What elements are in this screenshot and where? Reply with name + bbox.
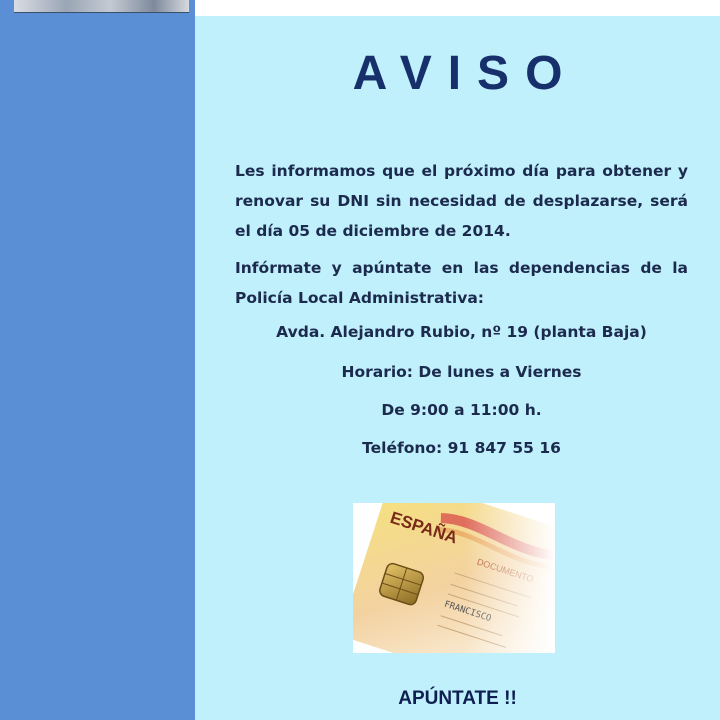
top-banner-strip: [195, 0, 720, 16]
notice-title: AVISO: [352, 47, 579, 100]
notice-paragraph-dni-date: Les informamos que el próximo día para obtener y renovar su DNI sin necesidad de desplazarse, será el día 05 de diciembre de 2014.: [235, 162, 688, 240]
call-to-action: APÚNTATE !!: [398, 688, 517, 709]
notice-paragraph-signup: Infórmate y apúntate en las dependencias de la Policía Local Administrativa:: [235, 259, 688, 307]
header-photo: [14, 0, 189, 13]
dni-card-image: [353, 503, 555, 653]
schedule-hours: De 9:00 a 11:00 h.: [381, 401, 542, 419]
notice-content: [195, 16, 720, 720]
contact-phone: Teléfono: 91 847 55 16: [362, 439, 561, 457]
office-address: Avda. Alejandro Rubio, nº 19 (planta Baja): [276, 323, 647, 341]
schedule-days: Horario: De lunes a Viernes: [341, 363, 582, 381]
left-sidebar: [0, 0, 195, 720]
